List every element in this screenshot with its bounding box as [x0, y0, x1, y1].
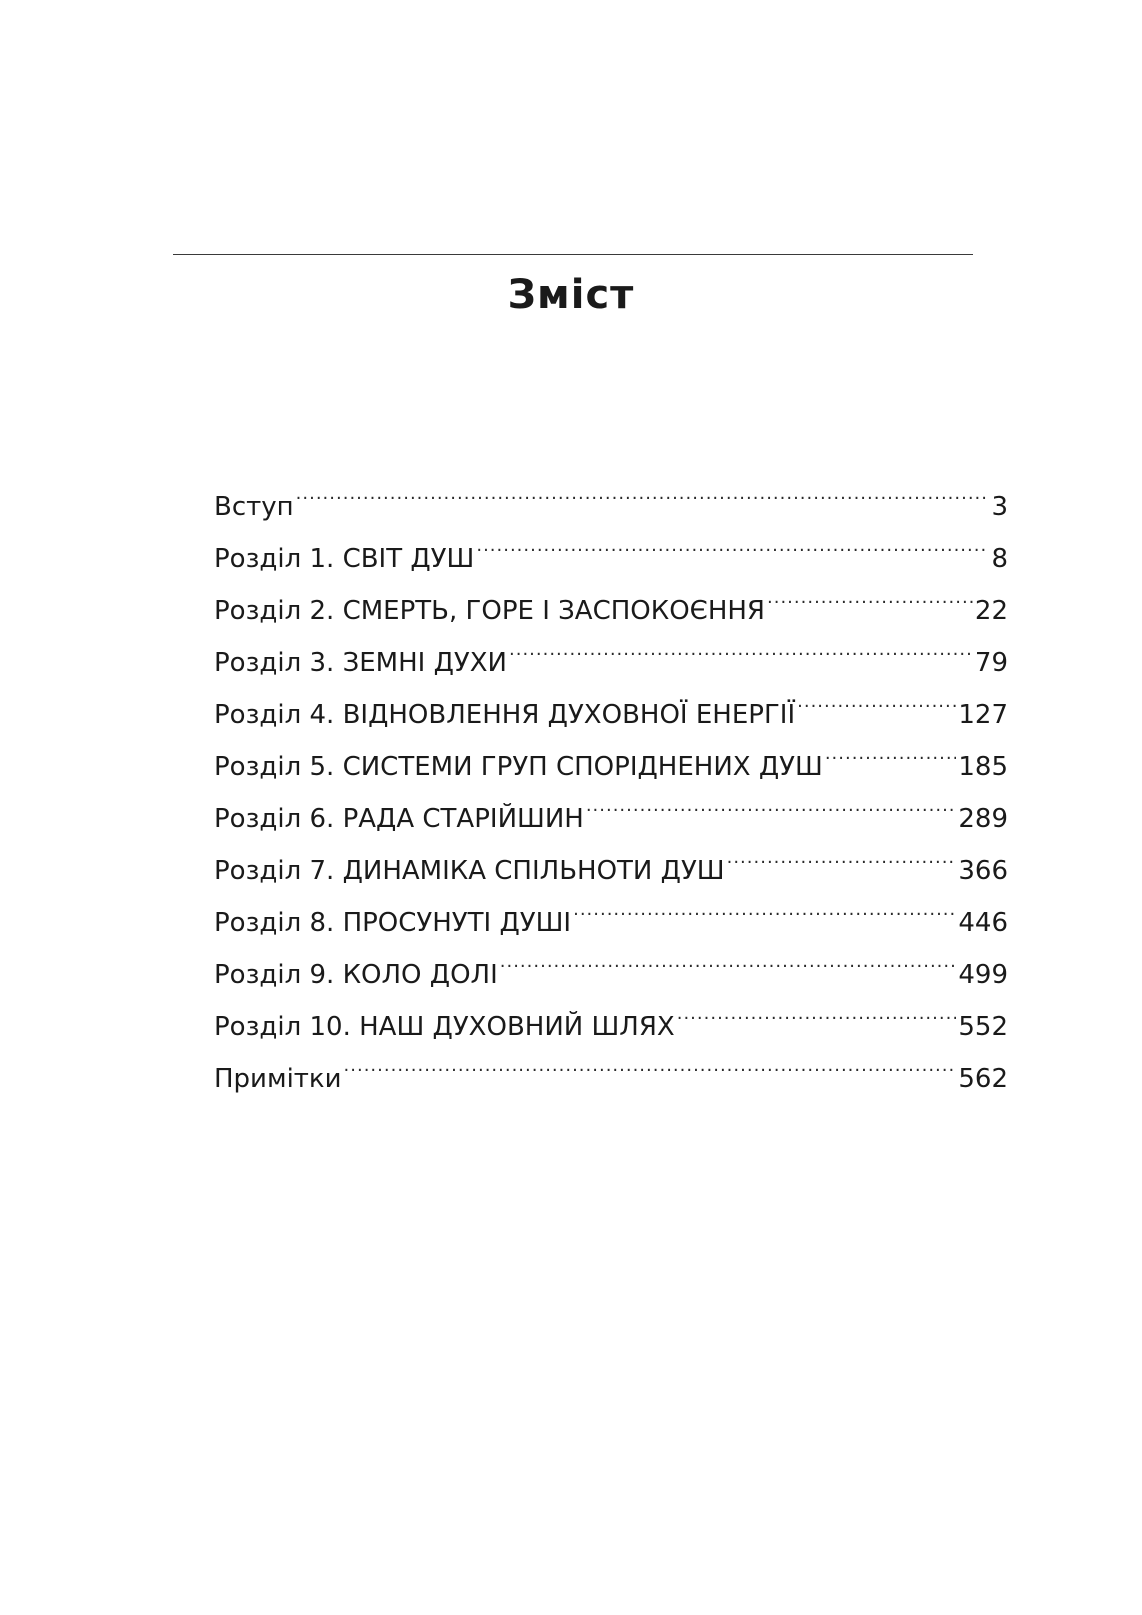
- toc-entry-label: Розділ 7. ДИНАМІКА СПІЛЬНОТИ ДУШ: [214, 856, 725, 886]
- toc-entry-label: Розділ 6. РАДА СТАРІЙШИН: [214, 804, 584, 834]
- toc-entry-page: 185: [958, 752, 1008, 782]
- toc-entry-label: Розділ 5. СИСТЕМИ ГРУП СПОРІДНЕНИХ ДУШ: [214, 752, 823, 782]
- dot-leader: [825, 723, 957, 775]
- toc-entry-page: 79: [974, 648, 1008, 678]
- table-of-contents: [214, 463, 1008, 1094]
- toc-entry-page: 289: [958, 804, 1008, 834]
- dot-leader: [344, 1035, 957, 1087]
- dot-leader: [767, 567, 973, 619]
- toc-entry-label: Розділ 2. СМЕРТЬ, ГОРЕ І ЗАСПОКОЄННЯ: [214, 596, 766, 626]
- toc-entry-chapter-1[interactable]: [214, 515, 1008, 574]
- toc-entry-label: Розділ 4. ВІДНОВЛЕННЯ ДУХОВНОЇ ЕНЕРГІЇ: [214, 700, 796, 730]
- toc-entry-intro[interactable]: [214, 463, 1008, 522]
- dot-leader: [573, 879, 956, 931]
- dot-leader: [476, 515, 989, 567]
- toc-entry-page: 499: [958, 960, 1008, 990]
- toc-entry-label: Розділ 9. КОЛО ДОЛІ: [214, 960, 498, 990]
- dot-leader: [509, 619, 973, 671]
- toc-entry-page: 3: [991, 492, 1008, 522]
- dot-leader: [586, 775, 957, 827]
- toc-entry-label: Розділ 3. ЗЕМНІ ДУХИ: [214, 648, 507, 678]
- dot-leader: [296, 463, 990, 515]
- dot-leader: [797, 671, 956, 723]
- toc-entry-page: 446: [958, 908, 1008, 938]
- header-rule: [173, 254, 973, 255]
- toc-entry-page: 22: [974, 596, 1008, 626]
- toc-entry-label: Розділ 8. ПРОСУНУТІ ДУШІ: [214, 908, 572, 938]
- toc-entry-page: 8: [991, 544, 1008, 574]
- toc-entry-label: Розділ 1. СВІТ ДУШ: [214, 544, 475, 574]
- dot-leader: [677, 983, 957, 1035]
- dot-leader: [727, 827, 957, 879]
- toc-entry-page: 562: [958, 1064, 1008, 1094]
- toc-entry-label: Розділ 10. НАШ ДУХОВНИЙ ШЛЯХ: [214, 1012, 675, 1042]
- toc-entry-label: Примітки: [214, 1064, 342, 1094]
- page-title: Зміст: [507, 272, 635, 318]
- toc-entry-page: 552: [958, 1012, 1008, 1042]
- toc-entry-label: Вступ: [214, 492, 294, 522]
- toc-entry-page: 366: [958, 856, 1008, 886]
- toc-entry-page: 127: [958, 700, 1008, 730]
- dot-leader: [500, 931, 957, 983]
